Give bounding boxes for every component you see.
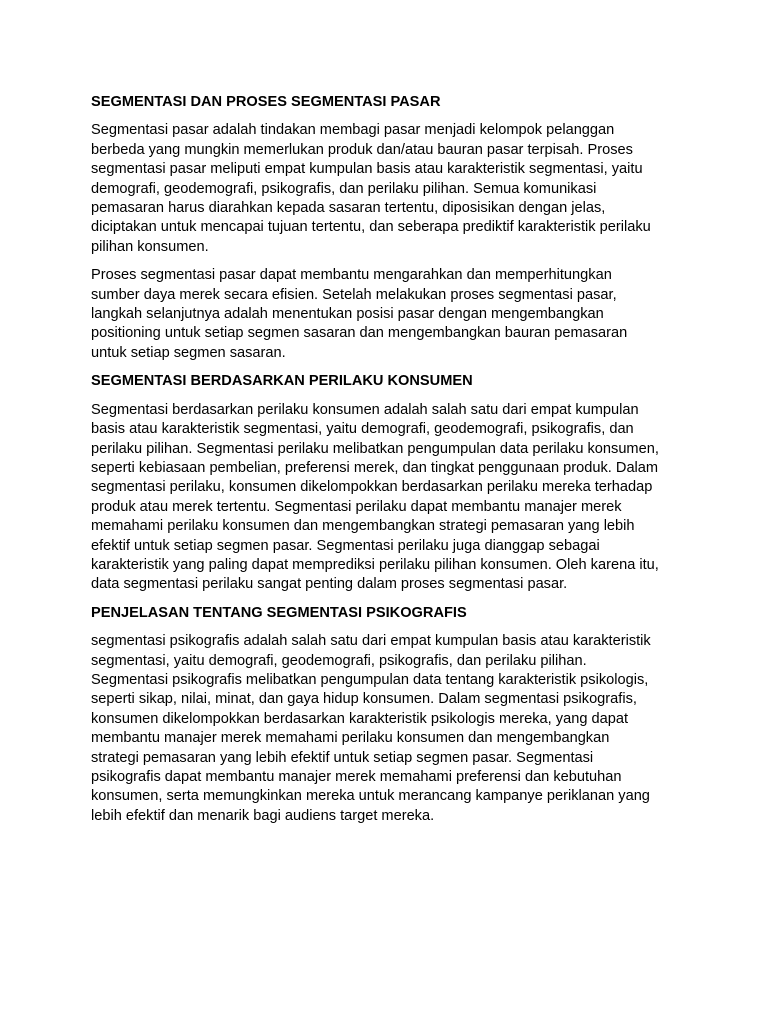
paragraph-segmentasi-perilaku bbox=[91, 401, 686, 595]
paragraph-line: Proses segmentasi pasar dapat membantu mengarahkan dan memperhitungkan bbox=[91, 267, 612, 284]
paragraph-line: Segmentasi berdasarkan perilaku konsumen adalah salah satu dari empat kumpulan bbox=[91, 401, 639, 418]
section-heading-psikografis: PENJELASAN TENTANG SEGMENTASI PSIKOGRAFIS bbox=[91, 604, 467, 621]
paragraph-line: untuk setiap segmen sasaran. bbox=[91, 344, 286, 361]
paragraph-line: membantu manajer merek memahami perilaku konsumen dan mengembangkan bbox=[91, 730, 610, 747]
section-heading-segmentasi-proses: SEGMENTASI DAN PROSES SEGMENTASI PASAR bbox=[91, 94, 441, 110]
paragraph-line: diciptakan untuk mencapai tujuan tertentu, dan seberapa prediktif karakteristik perilaku bbox=[91, 219, 651, 236]
paragraph-line: Segmentasi psikografis melibatkan pengumpulan data tentang karakteristik psikologis, bbox=[91, 671, 649, 688]
paragraph-line: segmentasi psikografis adalah salah satu dari empat kumpulan basis atau karakteristik bbox=[91, 633, 651, 650]
paragraph-line: perilaku pilihan. Segmentasi perilaku melibatkan pengumpulan data perilaku konsumen, bbox=[91, 440, 659, 457]
paragraph-line: Segmentasi pasar adalah tindakan membagi pasar menjadi kelompok pelanggan bbox=[91, 122, 615, 139]
paragraph-line: positioning untuk setiap segmen sasaran dan mengembangkan bauran pemasaran bbox=[91, 325, 628, 342]
section-heading-perilaku-konsumen: SEGMENTASI BERDASARKAN PERILAKU KONSUMEN bbox=[91, 373, 473, 390]
paragraph-line: karakteristik yang paling dapat memprediksi perilaku pilihan konsumen. Oleh karena itu, bbox=[91, 556, 659, 573]
paragraph-line: demografi, geodemografi, psikografis, dan perilaku pilihan. Semua komunikasi bbox=[91, 180, 597, 197]
paragraph-line: psikografis dapat membantu manajer merek memahami preferensi dan kebutuhan bbox=[91, 769, 622, 785]
paragraph-line: basis atau karakteristik segmentasi, yaitu demografi, geodemografi, psikografis, dan bbox=[91, 421, 634, 438]
paragraph-line: konsumen dikelompokkan berdasarkan karakteristik psikologis mereka, yang dapat bbox=[91, 710, 629, 727]
paragraph-line: data segmentasi perilaku sangat penting dalam proses segmentasi pasar. bbox=[91, 576, 568, 593]
paragraph-line: strategi pemasaran yang lebih efektif untuk setiap segmen pasar. Segmentasi bbox=[91, 749, 594, 766]
paragraph-line: seperti kebiasaan pembelian, preferensi merek, dan tingkat penggunaan produk. Dalam bbox=[91, 459, 659, 476]
paragraph-segmentasi-psikografis bbox=[91, 632, 686, 826]
paragraph-proses-segmentasi bbox=[91, 266, 686, 363]
paragraph-line: pemasaran harus diarahkan kepada sasaran tertentu, diposisikan dengan jelas, bbox=[91, 200, 606, 217]
paragraph-line: konsumen, serta memungkinkan mereka untuk merancang kampanye periklanan yang bbox=[91, 788, 650, 805]
paragraph-line: segmentasi pasar meliputi empat kumpulan basis atau karakteristik segmentasi, yaitu bbox=[91, 161, 643, 178]
paragraph-line: sumber daya merek secara efisien. Setelah melakukan proses segmentasi pasar, bbox=[91, 286, 617, 303]
paragraph-line: pilihan konsumen. bbox=[91, 238, 209, 255]
paragraph-line: efektif untuk setiap segmen pasar. Segmentasi perilaku juga dianggap sebagai bbox=[91, 537, 600, 554]
paragraph-line: langkah selanjutnya adalah menentukan posisi pasar dengan mengembangkan bbox=[91, 306, 604, 323]
paragraph-definisi-segmentasi bbox=[91, 121, 686, 257]
paragraph-line: seperti sikap, nilai, minat, dan gaya hidup konsumen. Dalam segmentasi psikografis, bbox=[91, 691, 637, 708]
paragraph-line: memahami perilaku konsumen dan mengembangkan strategi pemasaran yang lebih bbox=[91, 518, 635, 535]
paragraph-line: lebih efektif dan menarik bagi audiens target mereka. bbox=[91, 807, 435, 824]
paragraph-line: segmentasi perilaku, konsumen dikelompokkan berdasarkan perilaku mereka terhadap bbox=[91, 479, 653, 496]
document-page bbox=[91, 93, 686, 835]
paragraph-line: berbeda yang mungkin memerlukan produk dan/atau bauran pasar terpisah. Proses bbox=[91, 141, 633, 158]
paragraph-line: segmentasi, yaitu demografi, geodemografi, psikografis, dan perilaku pilihan. bbox=[91, 652, 587, 669]
paragraph-line: produk atau merek tertentu. Segmentasi perilaku dapat membantu manajer merek bbox=[91, 498, 622, 515]
